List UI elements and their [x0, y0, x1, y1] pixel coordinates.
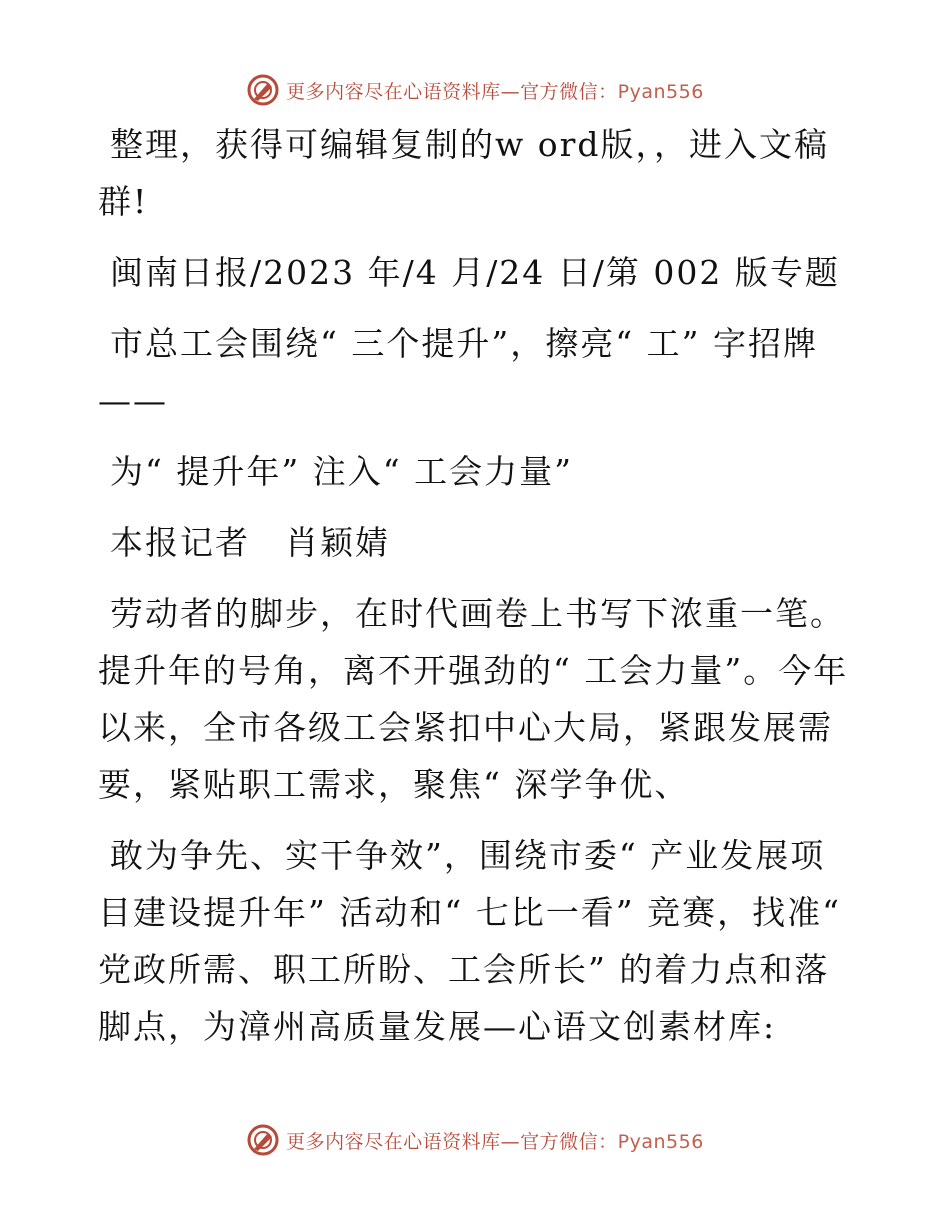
header-banner [0, 70, 950, 110]
pen-logo-icon [246, 73, 280, 107]
footer-banner [0, 1120, 950, 1160]
banner-text: 更多内容尽在心语资料库—官方微信：Pyan556 [286, 80, 704, 103]
paragraph-body-2: 敢为争先、实干争效”，围绕市委“ 产业发展项目建设提升年” 活动和“ 七比一看” 竞赛，找准“ 党政所需、职工所盼、工会所长” 的着力点和落脚点，为漳州高质量发展—心语文创素材库: [98, 836, 841, 1046]
paragraph-body-1: 劳动者的脚步，在时代画卷上书写下浓重一笔。提升年的号角，离不开强劲的“ 工会力量”。今年以来，全市各级工会紧扣中心大局，紧跟发展需要，紧贴职工需求，聚焦“ 深学争优、 [98, 594, 849, 804]
pen-logo-icon [246, 1123, 280, 1157]
paragraph-byline: 本报记者 肖颖婧 [110, 523, 390, 562]
wechat-id: Pyan556 [617, 1130, 704, 1153]
paragraph-subheadline: 为“ 提升年” 注入“ 工会力量” [110, 452, 573, 491]
paragraph-intro: 整理，获得可编辑复制的w ord版，，进入文稿群! [98, 125, 830, 221]
document-body [98, 116, 858, 1069]
wechat-id: Pyan556 [617, 80, 704, 103]
paragraph-headline: 市总工会围绕“ 三个提升”，擦亮“ 工” 字招牌—— [98, 324, 818, 420]
paragraph-source: 闽南日报/2023 年/4 月/24 日/第 002 版专题 [110, 253, 840, 292]
banner-text: 更多内容尽在心语资料库—官方微信：Pyan556 [286, 1130, 704, 1153]
